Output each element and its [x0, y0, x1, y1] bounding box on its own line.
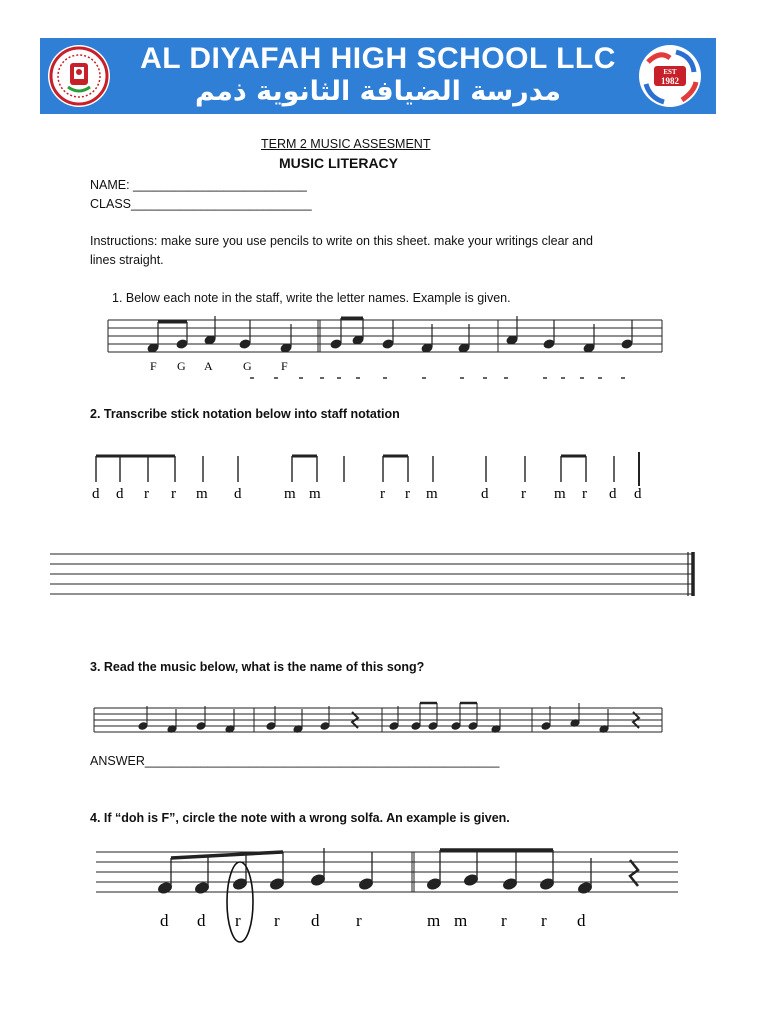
q2-syllable: d: [234, 486, 242, 502]
instructions-line-2: lines straight.: [90, 253, 164, 267]
q4-syllable: d: [160, 911, 169, 930]
q2-syllable: d: [92, 486, 100, 502]
question-1-text: 1. Below each note in the staff, write the letter names. Example is given.: [112, 291, 511, 305]
est-1982-logo: [638, 44, 702, 108]
question-3-staff: [88, 696, 668, 744]
q1-example-letter: F: [150, 359, 157, 373]
q2-syllable: m: [554, 486, 566, 502]
example-circle-mark: [227, 862, 253, 942]
q2-syllable: r: [405, 486, 410, 502]
question-1-staff: [100, 312, 670, 390]
q2-syllable: d: [634, 486, 642, 502]
q4-syllable: d: [197, 911, 206, 930]
q2-syllable: m: [309, 486, 321, 502]
q4-syllable: m: [427, 911, 441, 930]
blank-staff-for-transcription[interactable]: [48, 548, 700, 598]
question-2-text: 2. Transcribe stick notation below into staff notation: [90, 407, 400, 421]
q2-syllable: r: [380, 486, 385, 502]
q2-syllable: r: [144, 486, 149, 502]
q2-syllable: m: [196, 486, 208, 502]
q4-syllable: d: [577, 911, 586, 930]
name-field[interactable]: NAME: _________________________: [90, 178, 307, 192]
q1-example-letter: G: [177, 359, 186, 373]
q2-syllable: m: [284, 486, 296, 502]
q2-syllable: m: [426, 486, 438, 502]
class-field[interactable]: CLASS__________________________: [90, 197, 312, 211]
stick-notation: [88, 448, 668, 504]
q4-syllable: m: [454, 911, 468, 930]
q1-example-letter: F: [281, 359, 288, 373]
q4-syllable: r: [501, 911, 507, 930]
school-name-arabic: مدرسة الضيافة الثانوية ذمم: [194, 76, 562, 107]
term-title: TERM 2 MUSIC ASSESMENT: [261, 137, 431, 151]
q4-syllable: r: [274, 911, 280, 930]
q4-syllable: r: [235, 911, 241, 930]
subject-title: MUSIC LITERACY: [279, 155, 398, 171]
q2-syllable: r: [521, 486, 526, 502]
logo-year-text: 1982: [661, 76, 679, 86]
q4-syllable: r: [356, 911, 362, 930]
q1-example-letter: G: [243, 359, 252, 373]
question-4-staff: [92, 846, 682, 946]
q2-syllable: r: [582, 486, 587, 502]
logo-est-text: EST: [663, 68, 677, 76]
q2-syllable: d: [609, 486, 617, 502]
instructions-line-1: Instructions: make sure you use pencils to write on this sheet. make your writings clear and: [90, 234, 594, 248]
q2-syllable: d: [116, 486, 124, 502]
q4-syllable: r: [541, 911, 547, 930]
q2-syllable: r: [171, 486, 176, 502]
question-3-text: 3. Read the music below, what is the name of this song?: [90, 660, 425, 674]
school-name-english: AL DIYAFAH HIGH SCHOOL LLC: [140, 42, 616, 75]
q2-syllable: d: [481, 486, 489, 502]
answer-field[interactable]: ANSWER___________________________________________________: [90, 754, 500, 768]
school-banner: [40, 38, 716, 114]
q4-syllable: d: [311, 911, 320, 930]
q1-example-letter: A: [204, 359, 213, 373]
question-4-text: 4. If “doh is F”, circle the note with a wrong solfa. An example is given.: [90, 811, 510, 825]
